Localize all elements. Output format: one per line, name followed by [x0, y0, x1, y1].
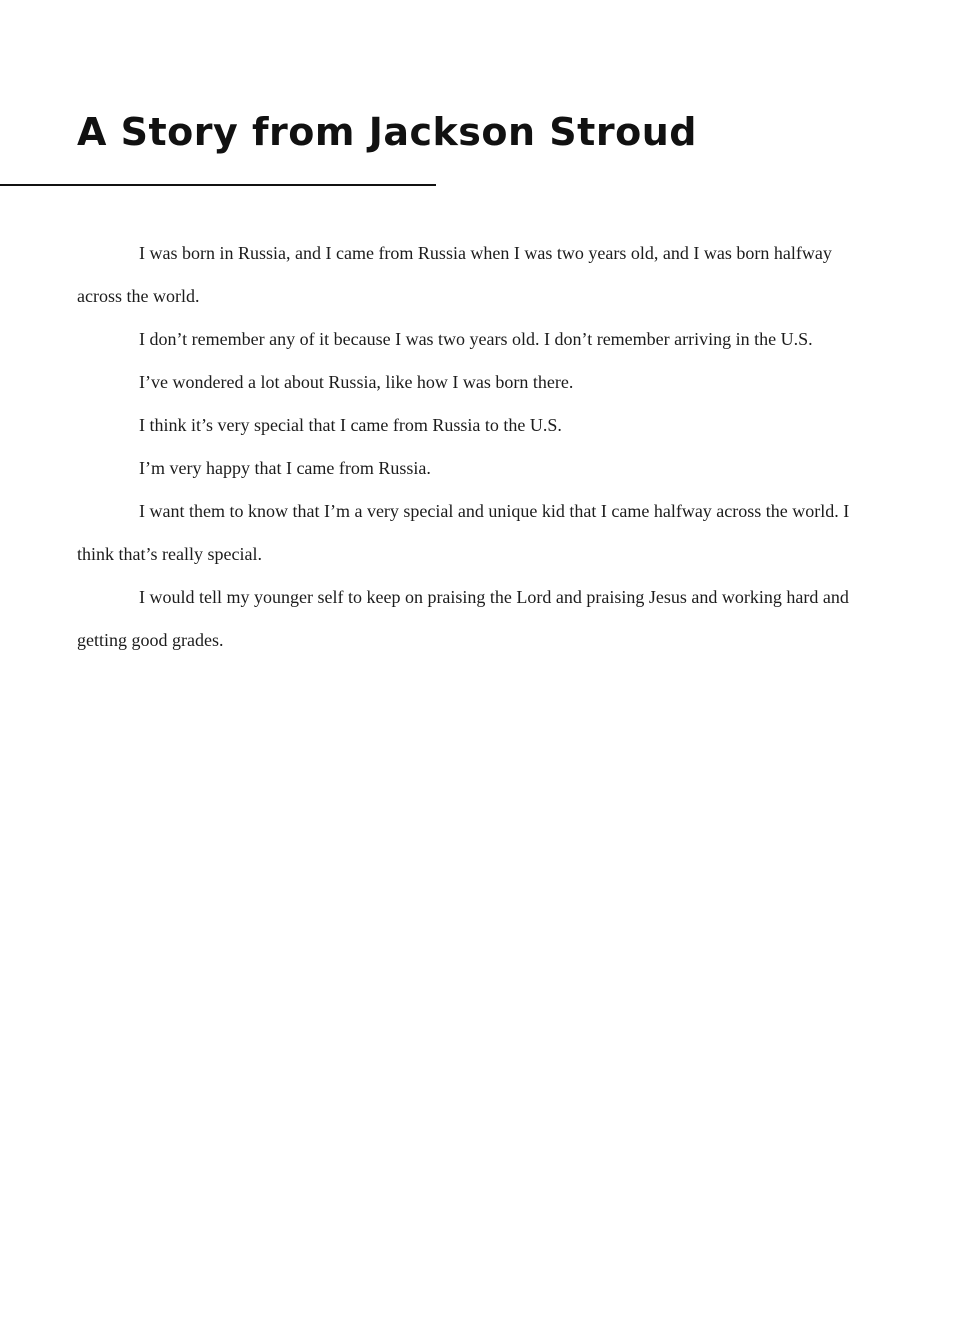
paragraph: I don’t remember any of it because I was two years old. I don’t remember arriving in the U.S.	[139, 329, 813, 349]
paragraph: I want them to know that I’m a very special and unique kid that I came halfway across the world. I think that’s really special.	[77, 501, 850, 564]
paragraph: I’ve wondered a lot about Russia, like how I was born there.	[139, 372, 574, 392]
title-divider	[0, 184, 436, 186]
paragraph: I’m very happy that I came from Russia.	[139, 458, 431, 478]
page-title: A Story from Jackson Stroud	[77, 110, 697, 154]
paragraph: I would tell my younger self to keep on praising the Lord and praising Jesus and working hard and getting good grades.	[77, 587, 849, 650]
paragraph: I think it’s very special that I came from Russia to the U.S.	[139, 415, 562, 435]
story-body	[77, 232, 877, 662]
paragraph: I was born in Russia, and I came from Russia when I was two years old, and I was born halfway across the world.	[77, 243, 832, 306]
